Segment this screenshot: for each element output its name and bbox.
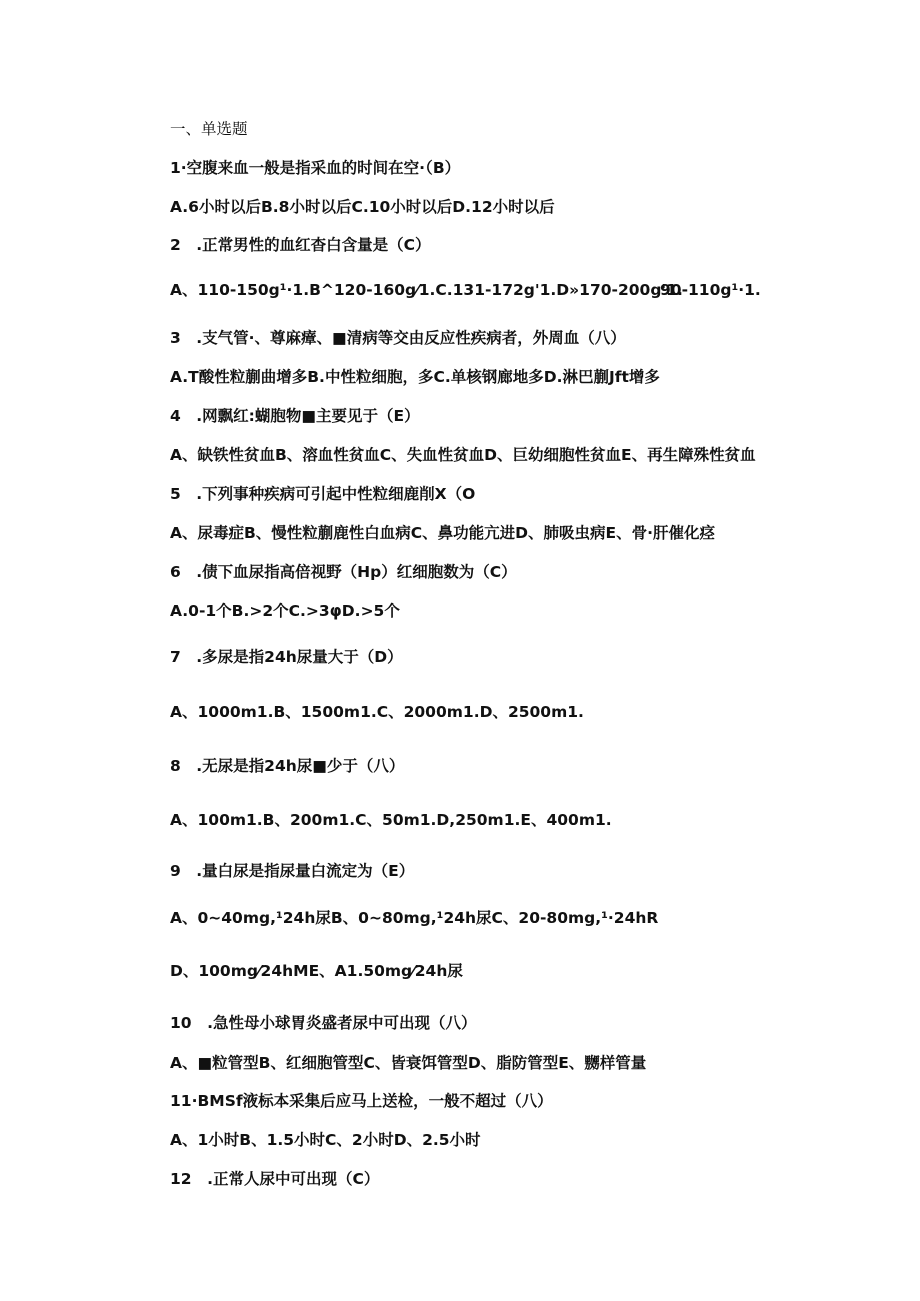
question-1: 1·空腹来血一般是指采血的时间在空·（B） (170, 159, 461, 177)
options-11: A、1小时B、1.5小时C、2小时D、2.5小时 (170, 1131, 481, 1149)
options-4: A、缺铁性贫血B、溶血性贫血C、失血性贫血D、巨幼细胞性贫血E、再生障殊性贫血 (170, 446, 756, 464)
question-8: 8 .无尿是指24h尿■少于（八） (170, 757, 405, 775)
question-12: 12 .正常人尿中可出现（C） (170, 1170, 380, 1188)
section-title: 一、单选题 (170, 120, 248, 138)
question-6: 6 .债下血尿指高倍视野（Hp）红细胞数为（C） (170, 563, 517, 581)
question-7: 7 .多尿是指24h尿量大于（D） (170, 648, 403, 666)
options-8: A、100m1.B、200m1.C、50m1.D,250m1.E、400m1. (170, 811, 612, 829)
question-3: 3 .支气管·、尊麻瘴、■清病等交由反应性疾病者，外周血（八） (170, 329, 626, 347)
options-5: A、尿毒症B、慢性粒蒯鹿性白血病C、鼻功能亢进D、肺吸虫病E、骨·肝催化痉 (170, 524, 716, 542)
options-2-extra: 90-110g¹·1. (660, 281, 761, 299)
question-10: 10 .急性母小球胃炎盛者尿中可出现（八） (170, 1014, 477, 1032)
options-9b: D、100mg⁄24hME、A1.50mg⁄24h尿 (170, 962, 463, 980)
options-1: A.6小时以后B.8小时以后C.10小时以后D.12小时以后 (170, 198, 555, 216)
question-2: 2 .正常男性的血红杳白含量是（C） (170, 236, 431, 254)
question-11: 11·BMSf液标本采集后应马上送检，一般不超过（八） (170, 1092, 553, 1110)
options-3: A.T酸性粒蒯曲增多B.中性粒细胞，多C.单核钢廊地多D.淋巴蒯Jft增多 (170, 368, 660, 386)
question-4: 4 .网飘红:蝴胞物■主要见于（E） (170, 407, 420, 425)
options-9a: A、0~40mg,¹24h尿B、0~80mg,¹24h尿C、20-80mg,¹·24hR (170, 909, 659, 927)
options-6: A.0-1个B.>2个C.>3φD.>5个 (170, 602, 400, 620)
question-5: 5 .下列事种疾病可引起中性粒细鹿削X（O (170, 485, 476, 503)
options-7: A、1000m1.B、1500m1.C、2000m1.D、2500m1. (170, 703, 584, 721)
options-10: A、■粒管型B、红细胞管型C、皆衰饵管型D、脂防管型E、嬲样管量 (170, 1054, 647, 1072)
options-2: A、110-150g¹·1.B^120-160g⁄1.C.131-172g'1.D»170-200g'1. (170, 281, 683, 299)
question-9: 9 .量白尿是指尿量白流定为（E） (170, 862, 415, 880)
